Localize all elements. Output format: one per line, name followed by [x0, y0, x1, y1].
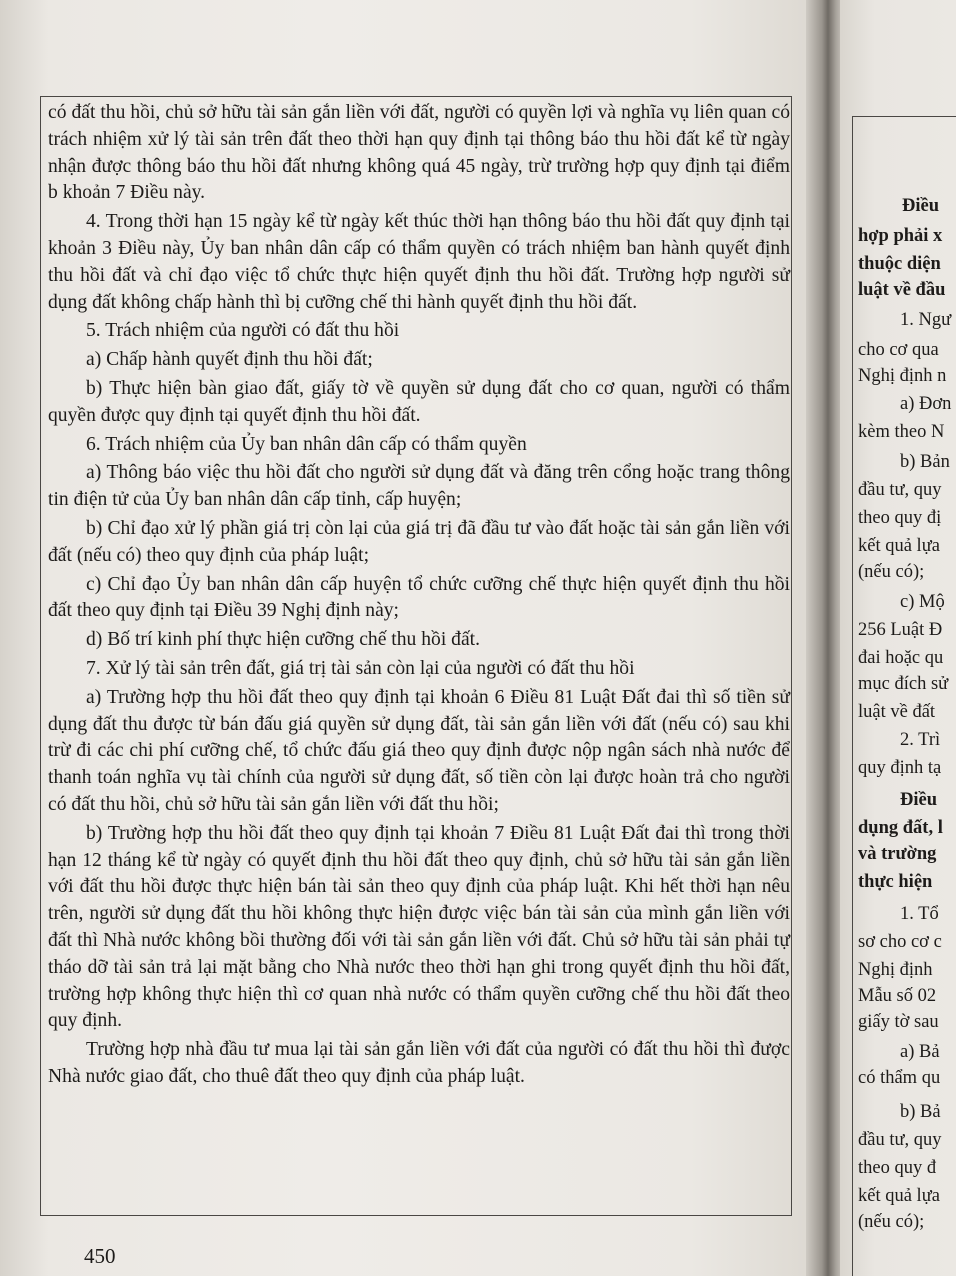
paragraph: 4. Trong thời hạn 15 ngày kể từ ngày kết thúc thời hạn thông báo thu hồi đất quy định tại khoản 3 Điều này, Ủy ban nhân dân cấp có thẩm quyền có trách nhiệm ban hành quyết định thu hồi đất và chỉ đạo việc tổ chức thực hiện quyết định thu hồi đất. Trường hợp người sử dụng đất không chấp hành thì bị cưỡng chế thi hành quyết định thu hồi đất. [48, 211, 790, 313]
page-number: 450 [84, 1244, 116, 1268]
paragraph: b) Thực hiện bàn giao đất, giấy tờ về quyền sử dụng đất cho cơ quan, người có thẩm quyền được quy định tại quyết định thu hồi đất. [48, 377, 790, 426]
right-page-line: 1. Tổ [900, 904, 939, 924]
paragraph: c) Chỉ đạo Ủy ban nhân dân cấp huyện tổ chức cưỡng chế thực hiện quyết định thu hồi đất theo quy định tại Điều 39 Nghị định này; [48, 573, 790, 622]
right-page-line: sơ cho cơ c [858, 932, 942, 952]
right-page-line: (nếu có); [858, 1212, 925, 1232]
right-page-line: theo quy đ [858, 1158, 937, 1178]
right-page-line: theo quy đị [858, 508, 942, 528]
right-page-line: có thẩm qu [858, 1068, 941, 1088]
right-page-line: 2. Trì [900, 730, 941, 750]
right-page-line: b) Bả [900, 1102, 941, 1122]
paragraph: d) Bố trí kinh phí thực hiện cưỡng chế thu hồi đất. [86, 629, 481, 651]
right-page-line: b) Bản [900, 452, 950, 472]
right-page-line: thực hiện [858, 872, 933, 892]
right-page-line: quy định tạ [858, 758, 942, 778]
right-page-line: a) Bả [900, 1042, 940, 1062]
right-page-line: (nếu có); [858, 562, 925, 582]
right-page-line: thuộc diện [858, 254, 941, 274]
right-page-line: c) Mộ [900, 592, 945, 612]
right-page-line: luật về đầu [858, 280, 946, 300]
paragraph: Trường hợp nhà đầu tư mua lại tài sản gắn liền với đất của người có đất thu hồi thì được Nhà nước giao đất, cho thuê đất theo quy định của pháp luật. [48, 1039, 790, 1087]
right-page-line: giấy tờ sau [858, 1012, 939, 1032]
right-page-line: và trường [858, 844, 937, 864]
right-page-line: mục đích sử [858, 674, 949, 694]
right-page-line: luật về đất [858, 702, 936, 722]
right-page-line: Điều [902, 196, 939, 216]
right-page-line: 1. Ngư [900, 310, 952, 330]
left-page-text [48, 100, 790, 1091]
right-page-line: Nghị định [858, 960, 933, 980]
right-page-line: đầu tư, quy [858, 480, 942, 500]
paragraph: b) Chỉ đạo xử lý phần giá trị còn lại của giá trị đã đầu tư vào đất hoặc tài sản gắn liền với đất (nếu có) theo quy định của pháp luật; [48, 517, 790, 566]
paragraph: b) Trường hợp thu hồi đất theo quy định tại khoản 7 Điều 81 Luật Đất đai thì trong thời hạn 12 tháng kể từ ngày có quyết định thu hồi đất theo quy định, chủ sở hữu tài sản gắn liền với đất thu hồi được thực hiện bán tài sản theo quy định của pháp luật. Khi hết thời hạn nêu trên, người sử dụng đất thu hồi không thực hiện được việc bán tài sản của mình gắn liền với đất thì Nhà nước không bồi thường đối với tài sản gắn liền với đất. Chủ sở hữu tài sản phải tự tháo dỡ tài sản trả lại mặt bằng cho Nhà nước theo thời hạn ghi trong quyết định thu hồi đất, trường hợp không thực hiện thì cơ quan nhà nước có thẩm quyền cưỡng chế thu hồi đất theo quy định. [48, 822, 790, 1032]
right-page-line: kèm theo N [858, 422, 945, 442]
paragraph: a) Chấp hành quyết định thu hồi đất; [86, 349, 373, 371]
paragraph: 7. Xử lý tài sản trên đất, giá trị tài sản còn lại của người có đất thu hồi [86, 657, 635, 679]
right-page-line: dụng đất, l [858, 818, 943, 838]
right-page-line: đai hoặc qu [858, 648, 944, 668]
right-page-line: cho cơ qua [858, 340, 939, 360]
right-page-line: hợp phải x [858, 226, 943, 246]
right-page-line: Nghị định n [858, 366, 947, 386]
paragraph: 5. Trách nhiệm của người có đất thu hồi [86, 320, 400, 342]
right-page-line: đầu tư, quy [858, 1130, 942, 1150]
right-page [840, 0, 956, 1276]
paragraph: a) Trường hợp thu hồi đất theo quy định tại khoản 6 Điều 81 Luật Đất đai thì số tiền sử dụng đất thu được từ bán đấu giá quyền sử dụng đất, tài sản gắn liền với đất (nếu có) sau khi trừ đi các chi phí cưỡng chế, tổ chức đấu giá theo quy định được nộp ngân sách nhà nước để thanh toán nghĩa vụ tài chính của người sử dụng đất, số tiền còn lại được hoàn trả cho người có đất thu hồi, chủ sở hữu tài sản gắn liền với đất thu hồi; [48, 686, 790, 815]
right-page-line: Điều [900, 790, 937, 810]
right-page-line: 256 Luật Đ [858, 620, 943, 640]
right-page-line: kết quả lựa [858, 1186, 940, 1206]
right-page-line: Mẫu số 02 [858, 986, 937, 1006]
right-page-line: a) Đơn [900, 394, 952, 414]
paragraph: có đất thu hồi, chủ sở hữu tài sản gắn liền với đất, người có quyền lợi và nghĩa vụ liên quan có trách nhiệm xử lý tài sản trên đất theo thời hạn quy định tại thông báo thu hồi đất kể từ ngày nhận được thông báo thu hồi đất nhưng không quá 45 ngày, trừ trường hợp quy định tại điểm b khoản 7 Điều này. [48, 102, 790, 204]
right-page-line: kết quả lựa [858, 536, 940, 556]
paragraph: 6. Trách nhiệm của Ủy ban nhân dân cấp có thẩm quyền [86, 433, 527, 455]
paragraph: a) Thông báo việc thu hồi đất cho người sử dụng đất và đăng trên cổng hoặc trang thông tin điện tử của Ủy ban nhân dân cấp tỉnh, cấp huyện; [48, 462, 790, 511]
